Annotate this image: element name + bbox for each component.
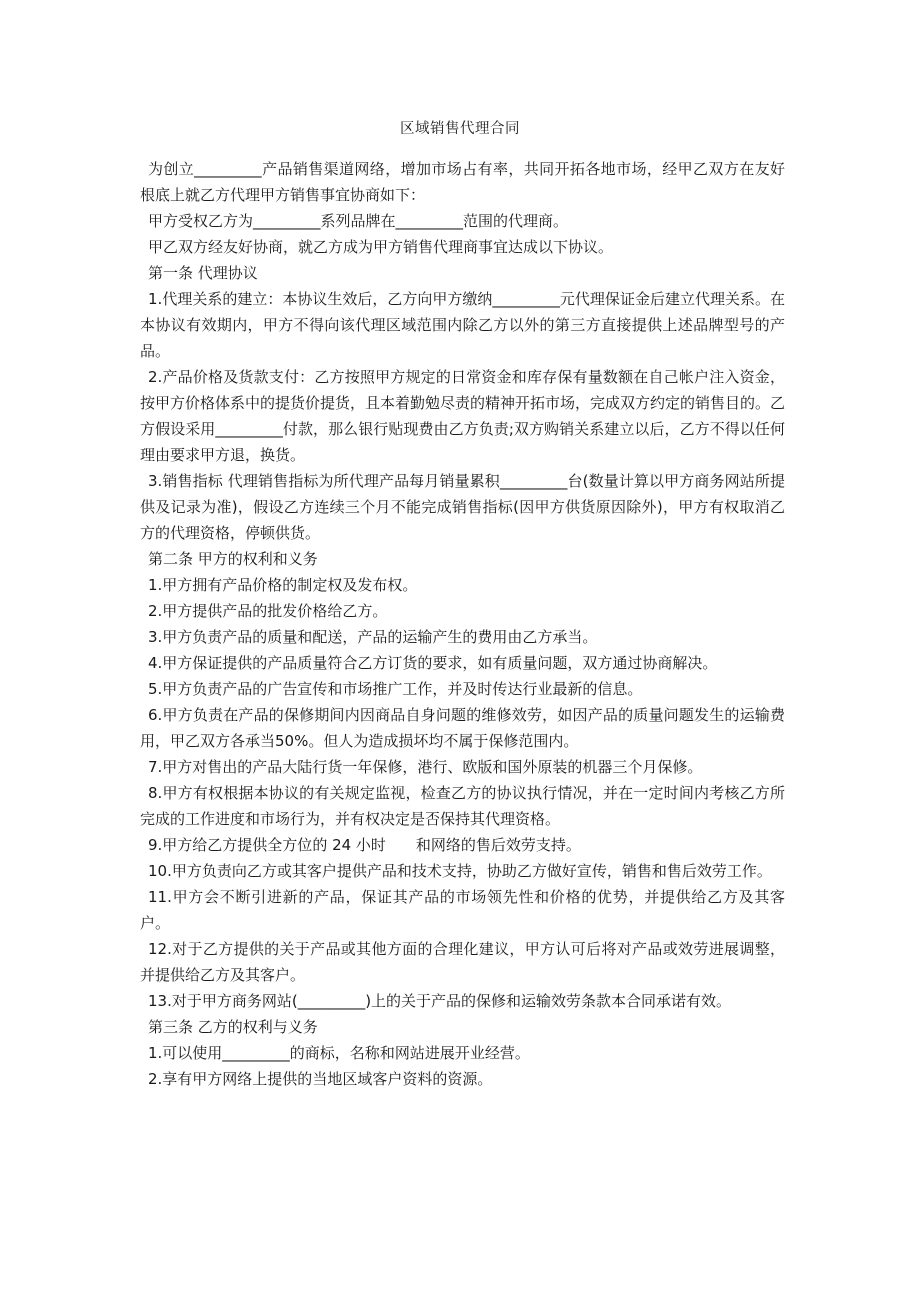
paragraph: 为创立_________产品销售渠道网络，增加市场占有率，共同开拓各地市场，经甲乙双方在友好根底上就乙方代理甲方销售事宜协商如下： [140, 160, 785, 204]
paragraph: 1.可以使用_________的商标，名称和网站进展开业经营。 [148, 1044, 530, 1062]
paragraph: 9.甲方给乙方提供全方位的 24 小时 和网络的售后效劳支持。 [148, 836, 581, 854]
paragraph: 1.甲方拥有产品价格的制定权及发布权。 [148, 576, 418, 594]
section-heading: 第一条 代理协议 [148, 264, 258, 282]
paragraph: 2.甲方提供产品的批发价格给乙方。 [148, 602, 388, 620]
paragraph: 13.对于甲方商务网站(_________)上的关于产品的保修和运输效劳条款本合同承诺有效。 [148, 992, 732, 1010]
paragraph: 11.甲方会不断引进新的产品，保证其产品的市场领先性和价格的优势，并提供给乙方及其客户。 [140, 888, 785, 932]
paragraph: 2.享有甲方网络上提供的当地区域客户资料的资源。 [148, 1070, 493, 1088]
paragraph: 3.销售指标 代理销售指标为所代理产品每月销量累积_________台(数量计算以甲方商务网站所提供及记录为准)，假设乙方连续三个月不能完成销售指标(因甲方供货原因除外)，甲方有权取消乙方的代理资格，停顿供货。 [140, 472, 785, 542]
paragraph: 甲乙双方经友好协商，就乙方成为甲方销售代理商事宜达成以下协议。 [148, 238, 614, 256]
paragraph: 3.甲方负责产品的质量和配送，产品的运输产生的费用由乙方承当。 [148, 628, 598, 646]
paragraph: 2.产品价格及货款支付：乙方按照甲方规定的日常资金和库存保有量数额在自己帐户注入资金，按甲方价格体系中的提货价提货，且本着勤勉尽责的精神开拓市场，完成双方约定的销售目的。乙方假设采用_________付款，那么银行贴现费由乙方负责;双方购销关系建立以后，乙方不得以任何理由要求甲方退，换货。 [140, 368, 786, 464]
paragraph: 4.甲方保证提供的产品质量符合乙方订货的要求，如有质量问题，双方通过协商解决。 [148, 654, 718, 672]
section-heading: 第三条 乙方的权利与义务 [148, 1018, 318, 1036]
paragraph: 甲方受权乙方为_________系列品牌在_________范围的代理商。 [148, 212, 569, 230]
paragraph: 5.甲方负责产品的广告宣传和市场推广工作，并及时传达行业最新的信息。 [148, 680, 643, 698]
paragraph: 7.甲方对售出的产品大陆行货一年保修，港行、欧版和国外原装的机器三个月保修。 [148, 758, 703, 776]
paragraph: 10.甲方负责向乙方或其客户提供产品和技术支持，协助乙方做好宣传，销售和售后效劳工作。 [148, 862, 772, 880]
paragraph: 12.对于乙方提供的关于产品或其他方面的合理化建议，甲方认可后将对产品或效劳进展调整，并提供给乙方及其客户。 [140, 940, 785, 984]
document-title: 区域销售代理合同 [400, 121, 520, 137]
document-body [140, 156, 785, 1092]
paragraph: 1.代理关系的建立：本协议生效后，乙方向甲方缴纳_________元代理保证金后建立代理关系。在本协议有效期内，甲方不得向该代理区域范围内除乙方以外的第三方直接提供上述品牌型号的产品。 [140, 290, 785, 360]
paragraph: 8.甲方有权根据本协议的有关规定监视，检查乙方的协议执行情况，并在一定时间内考核乙方所完成的工作进度和市场行为，并有权决定是否保持其代理资格。 [140, 784, 785, 828]
paragraph: 6.甲方负责在产品的保修期间内因商品自身问题的维修效劳，如因产品的质量问题发生的运输费用，甲乙双方各承当50%。但人为造成损坏均不属于保修范围内。 [140, 706, 785, 750]
section-heading: 第二条 甲方的权利和义务 [148, 550, 318, 568]
